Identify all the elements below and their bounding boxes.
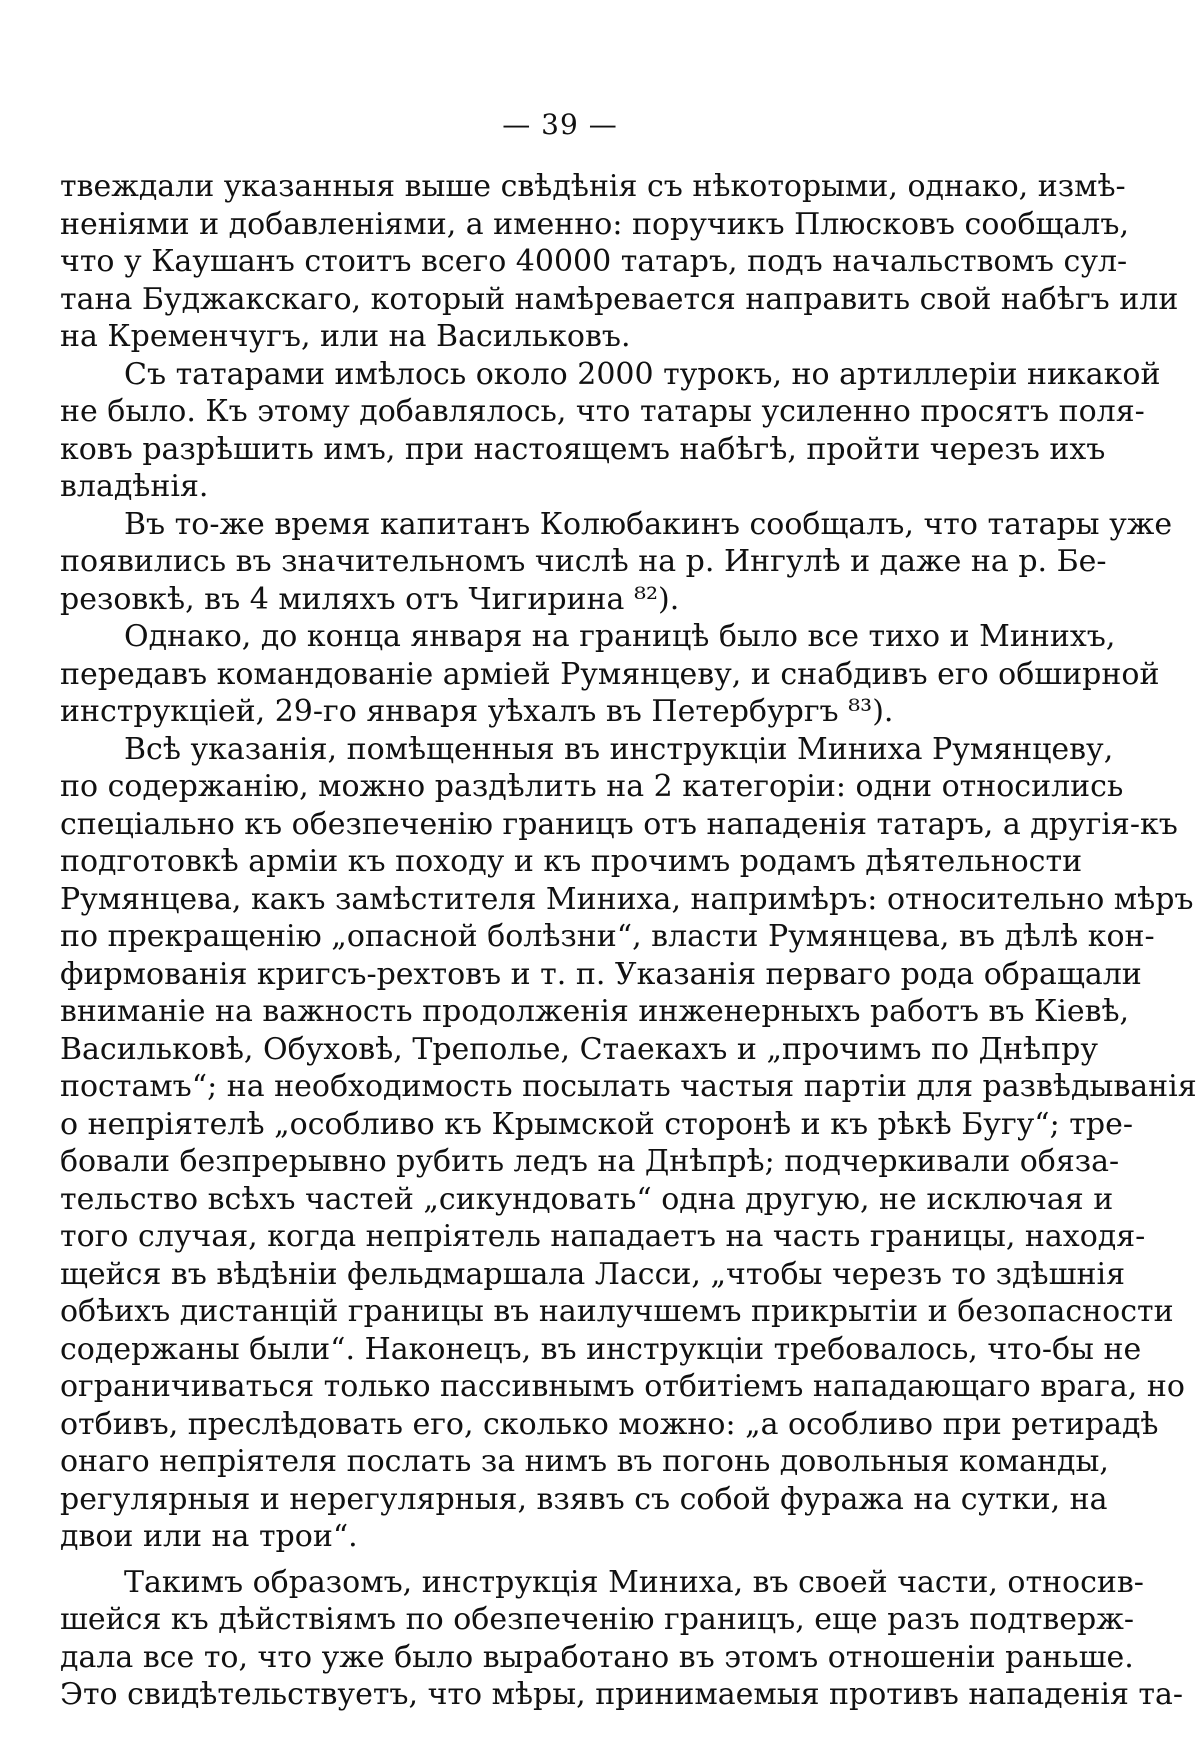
paragraph [60,168,1179,356]
text-line: спеціально къ обезпеченію границъ отъ нападенія татаръ, а другія-къ [60,806,1178,842]
text-line: фирмованія кригсъ-рехтовъ и т. п. Указанія перваго рода обращали [60,956,1142,992]
text-line: шейся къ дѣйствіямъ по обезпеченію границъ, еще разъ подтверж- [60,1602,1134,1637]
text-line: тана Буджакскаго, который намѣревается направить свой набѣгъ или [60,281,1179,317]
text-line: на Кременчугъ, или на Васильковъ. [60,319,631,354]
text-line: подготовкѣ арміи къ походу и къ прочимъ родамъ дѣятельности [60,844,1083,879]
paragraph-gap [60,1556,1060,1564]
text-line: ограничиваться только пассивнымъ отбитіемъ нападающаго врага, но [60,1369,1185,1404]
text-line: дала все то, что уже было выработано въ этомъ отношеніи раньше. [60,1639,1134,1675]
page-number: — 39 — [502,108,618,141]
text-line: двои или на трои“. [60,1519,358,1554]
text-line: по прекращенію „опасной болѣзни“, власти Румянцева, въ дѣлѣ кон- [60,919,1155,954]
text-line: постамъ“; на необходимость посылать частыя партіи для развѣдыванія [60,1069,1197,1104]
text-line: передавъ командованіе арміей Румянцеву, и снабдивъ его обширной [60,656,1160,692]
text-line: не было. Къ этому добавлялось, что татары усиленно просятъ поля- [60,394,1145,429]
text-line: твеждали указанныя выше свѣдѣнія съ нѣкоторыми, однако, измѣ- [60,169,1126,204]
text-line: Это свидѣтельствуетъ, что мѣры, принимаемыя противъ нападенія та- [60,1677,1184,1712]
text-line: ковъ разрѣшить имъ, при настоящемъ набѣгѣ, пройти черезъ ихъ [60,431,1106,467]
text-line: что у Каушанъ стоитъ всего 40000 татаръ, подъ начальствомъ сул- [60,244,1128,279]
text-line: регулярныя и нерегулярныя, взявъ съ собой фуража на сутки, на [60,1481,1108,1517]
text-line: резовкѣ, въ 4 миляхъ отъ Чигирина ⁸²). [60,581,680,617]
text-line: тельство всѣхъ частей „сикундовать“ одна другую, не исключая и [60,1181,1114,1217]
paragraph [60,618,1160,731]
paragraph [60,1564,1184,1714]
text-line: бовали безпрерывно рубить ледъ на Днѣпрѣ; подчеркивали обяза- [60,1144,1120,1179]
paragraph [60,731,1197,1556]
text-line: того случая, когда непріятель нападаетъ на часть границы, находя- [60,1219,1146,1254]
text-line: инструкціей, 29-го января уѣхалъ въ Петербургъ ⁸³). [60,694,894,729]
text-line: Съ татарами имѣлось около 2000 турокъ, но артиллеріи никакой [124,356,1161,392]
text-line: отбивъ, преслѣдовать его, сколько можно: „а особливо при ретирадѣ [60,1406,1159,1442]
text-line: неніями и добавленіями, а именно: поручикъ Плюсковъ сообщалъ, [60,206,1129,242]
text-line: о непріятелѣ „особливо къ Крымской сторонѣ и къ рѣкѣ Бугу“; тре- [60,1106,1133,1142]
text-line: Такимъ образомъ, инструкція Миниха, въ своей части, относив- [124,1564,1144,1600]
document-page [60,108,1197,1714]
text-line: Васильковѣ, Обуховѣ, Треполье, Стаекахъ и „прочимъ по Днѣпру [60,1031,1098,1067]
paragraph [60,356,1161,506]
text-line: по содержанію, можно раздѣлить на 2 категоріи: одни относились [60,769,1124,804]
text-line: Румянцева, какъ замѣстителя Миниха, напримѣръ: относительно мѣръ [60,881,1194,917]
text-line: Въ то-же время капитанъ Колюбакинъ сообщалъ, что татары уже [124,506,1173,542]
text-line: Всѣ указанія, помѣщенныя въ инструкціи Миниха Румянцеву, [124,731,1114,767]
text-line: появились въ значительномъ числѣ на р. Ингулѣ и даже на р. Бе- [60,544,1107,579]
text-line: содержаны были“. Наконецъ, въ инструкціи требовалось, что-бы не [60,1331,1142,1367]
text-line: онаго непріятеля послать за нимъ въ погонь довольныя команды, [60,1444,1109,1479]
text-line: щейся въ вѣдѣніи фельдмаршала Ласси, „чтобы черезъ то здѣшнія [60,1256,1126,1292]
text-line: Однако, до конца января на границѣ было все тихо и Минихъ, [124,619,1116,654]
text-line: вниманіе на важность продолженія инженерныхъ работъ въ Кіевѣ, [60,994,1130,1029]
text-line: обѣихъ дистанцій границы въ наилучшемъ прикрытіи и безопасности [60,1294,1174,1329]
text-line: владѣнія. [60,469,209,504]
paragraph [60,506,1173,619]
